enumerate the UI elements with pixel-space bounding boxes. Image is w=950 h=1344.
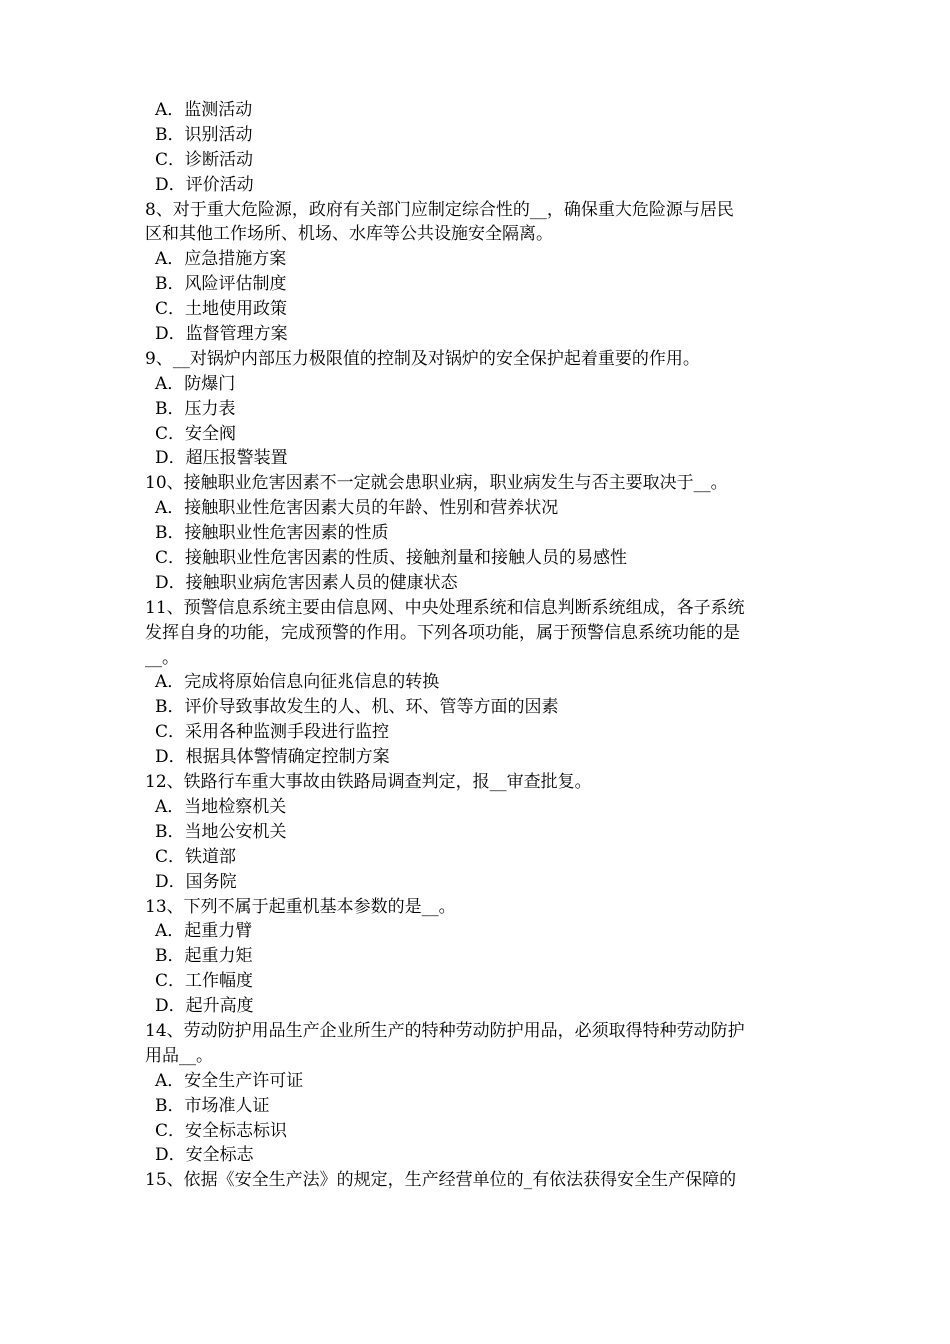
answer-option: D．起升高度	[155, 996, 254, 1017]
answer-option: A．起重力臂	[155, 921, 253, 942]
answer-option: D．接触职业病危害因素人员的健康状态	[155, 572, 458, 593]
answer-option: C．诊断活动	[155, 149, 254, 170]
answer-option: B．起重力矩	[155, 946, 253, 967]
answer-option: B．当地公安机关	[155, 821, 287, 842]
answer-option: C．安全标志标识	[155, 1120, 288, 1141]
answer-option: D．国务院	[155, 871, 237, 892]
answer-option: A．当地检察机关	[155, 796, 287, 817]
answer-option: D．根据具体警情确定控制方案	[155, 747, 390, 768]
answer-option: A．监测活动	[155, 100, 253, 120]
answer-option: B．市场准人证	[155, 1095, 270, 1116]
answer-option: C．工作幅度	[155, 971, 254, 992]
answer-option: A．接触职业性危害因素大员的年龄、性别和营养状况	[155, 498, 559, 519]
question-text-line: 用品__。	[145, 1045, 213, 1066]
question-text-line: 11、预警信息系统主要由信息网、中央处理系统和信息判断系统组成，各子系统	[145, 597, 745, 618]
answer-option: A．防爆门	[155, 373, 236, 394]
question-text-line: 区和其他工作场所、机场、水库等公共设施安全隔离。	[145, 224, 553, 245]
answer-option: B．压力表	[155, 398, 236, 419]
question-text-line: 发挥自身的功能，完成预警的作用。下列各项功能，属于预警信息系统功能的是	[145, 622, 740, 643]
question-text-line: 9、__对锅炉内部压力极限值的控制及对锅炉的安全保护起着重要的作用。	[145, 348, 700, 369]
answer-option: A．安全生产许可证	[155, 1070, 304, 1091]
answer-option: D．安全标志	[155, 1145, 254, 1166]
answer-option: D．超压报警装置	[155, 448, 288, 469]
question-text-line: 15、依据《安全生产法》的规定，生产经营单位的_有依法获得安全生产保障的	[145, 1170, 737, 1191]
question-text-line: 12、铁路行车重大事故由铁路局调查判定，报__审查批复。	[145, 772, 592, 793]
answer-option: C．接触职业性危害因素的性质、接触剂量和接触人员的易感性	[155, 548, 628, 569]
document-body	[145, 98, 815, 1193]
answer-option: C．安全阀	[155, 423, 237, 444]
answer-option: B．识别活动	[155, 124, 253, 145]
answer-option: B．风险评估制度	[155, 274, 287, 295]
answer-option: C．铁道部	[155, 846, 237, 867]
question-text-line: __。	[145, 647, 179, 668]
question-text-line: 13、下列不属于起重机基本参数的是__。	[145, 896, 456, 917]
answer-option: A．完成将原始信息向征兆信息的转换	[155, 672, 440, 693]
question-text-line: 14、劳动防护用品生产企业所生产的特种劳动防护用品，必须取得特种劳动防护	[145, 1020, 745, 1041]
answer-option: D．评价活动	[155, 174, 254, 195]
answer-option: B．接触职业性危害因素的性质	[155, 523, 389, 544]
answer-option: D．监督管理方案	[155, 324, 288, 345]
answer-option: C．采用各种监测手段进行监控	[155, 722, 390, 743]
answer-option: A．应急措施方案	[155, 249, 287, 270]
question-text-line: 8、对于重大危险源，政府有关部门应制定综合性的__，确保重大危险源与居民	[145, 199, 734, 220]
answer-option: B．评价导致事故发生的人、机、环、管等方面的因素	[155, 697, 559, 718]
question-text-line: 10、接触职业危害因素不一定就会患职业病，职业病发生与否主要取决于__。	[145, 473, 728, 494]
answer-option: C．土地使用政策	[155, 299, 288, 320]
